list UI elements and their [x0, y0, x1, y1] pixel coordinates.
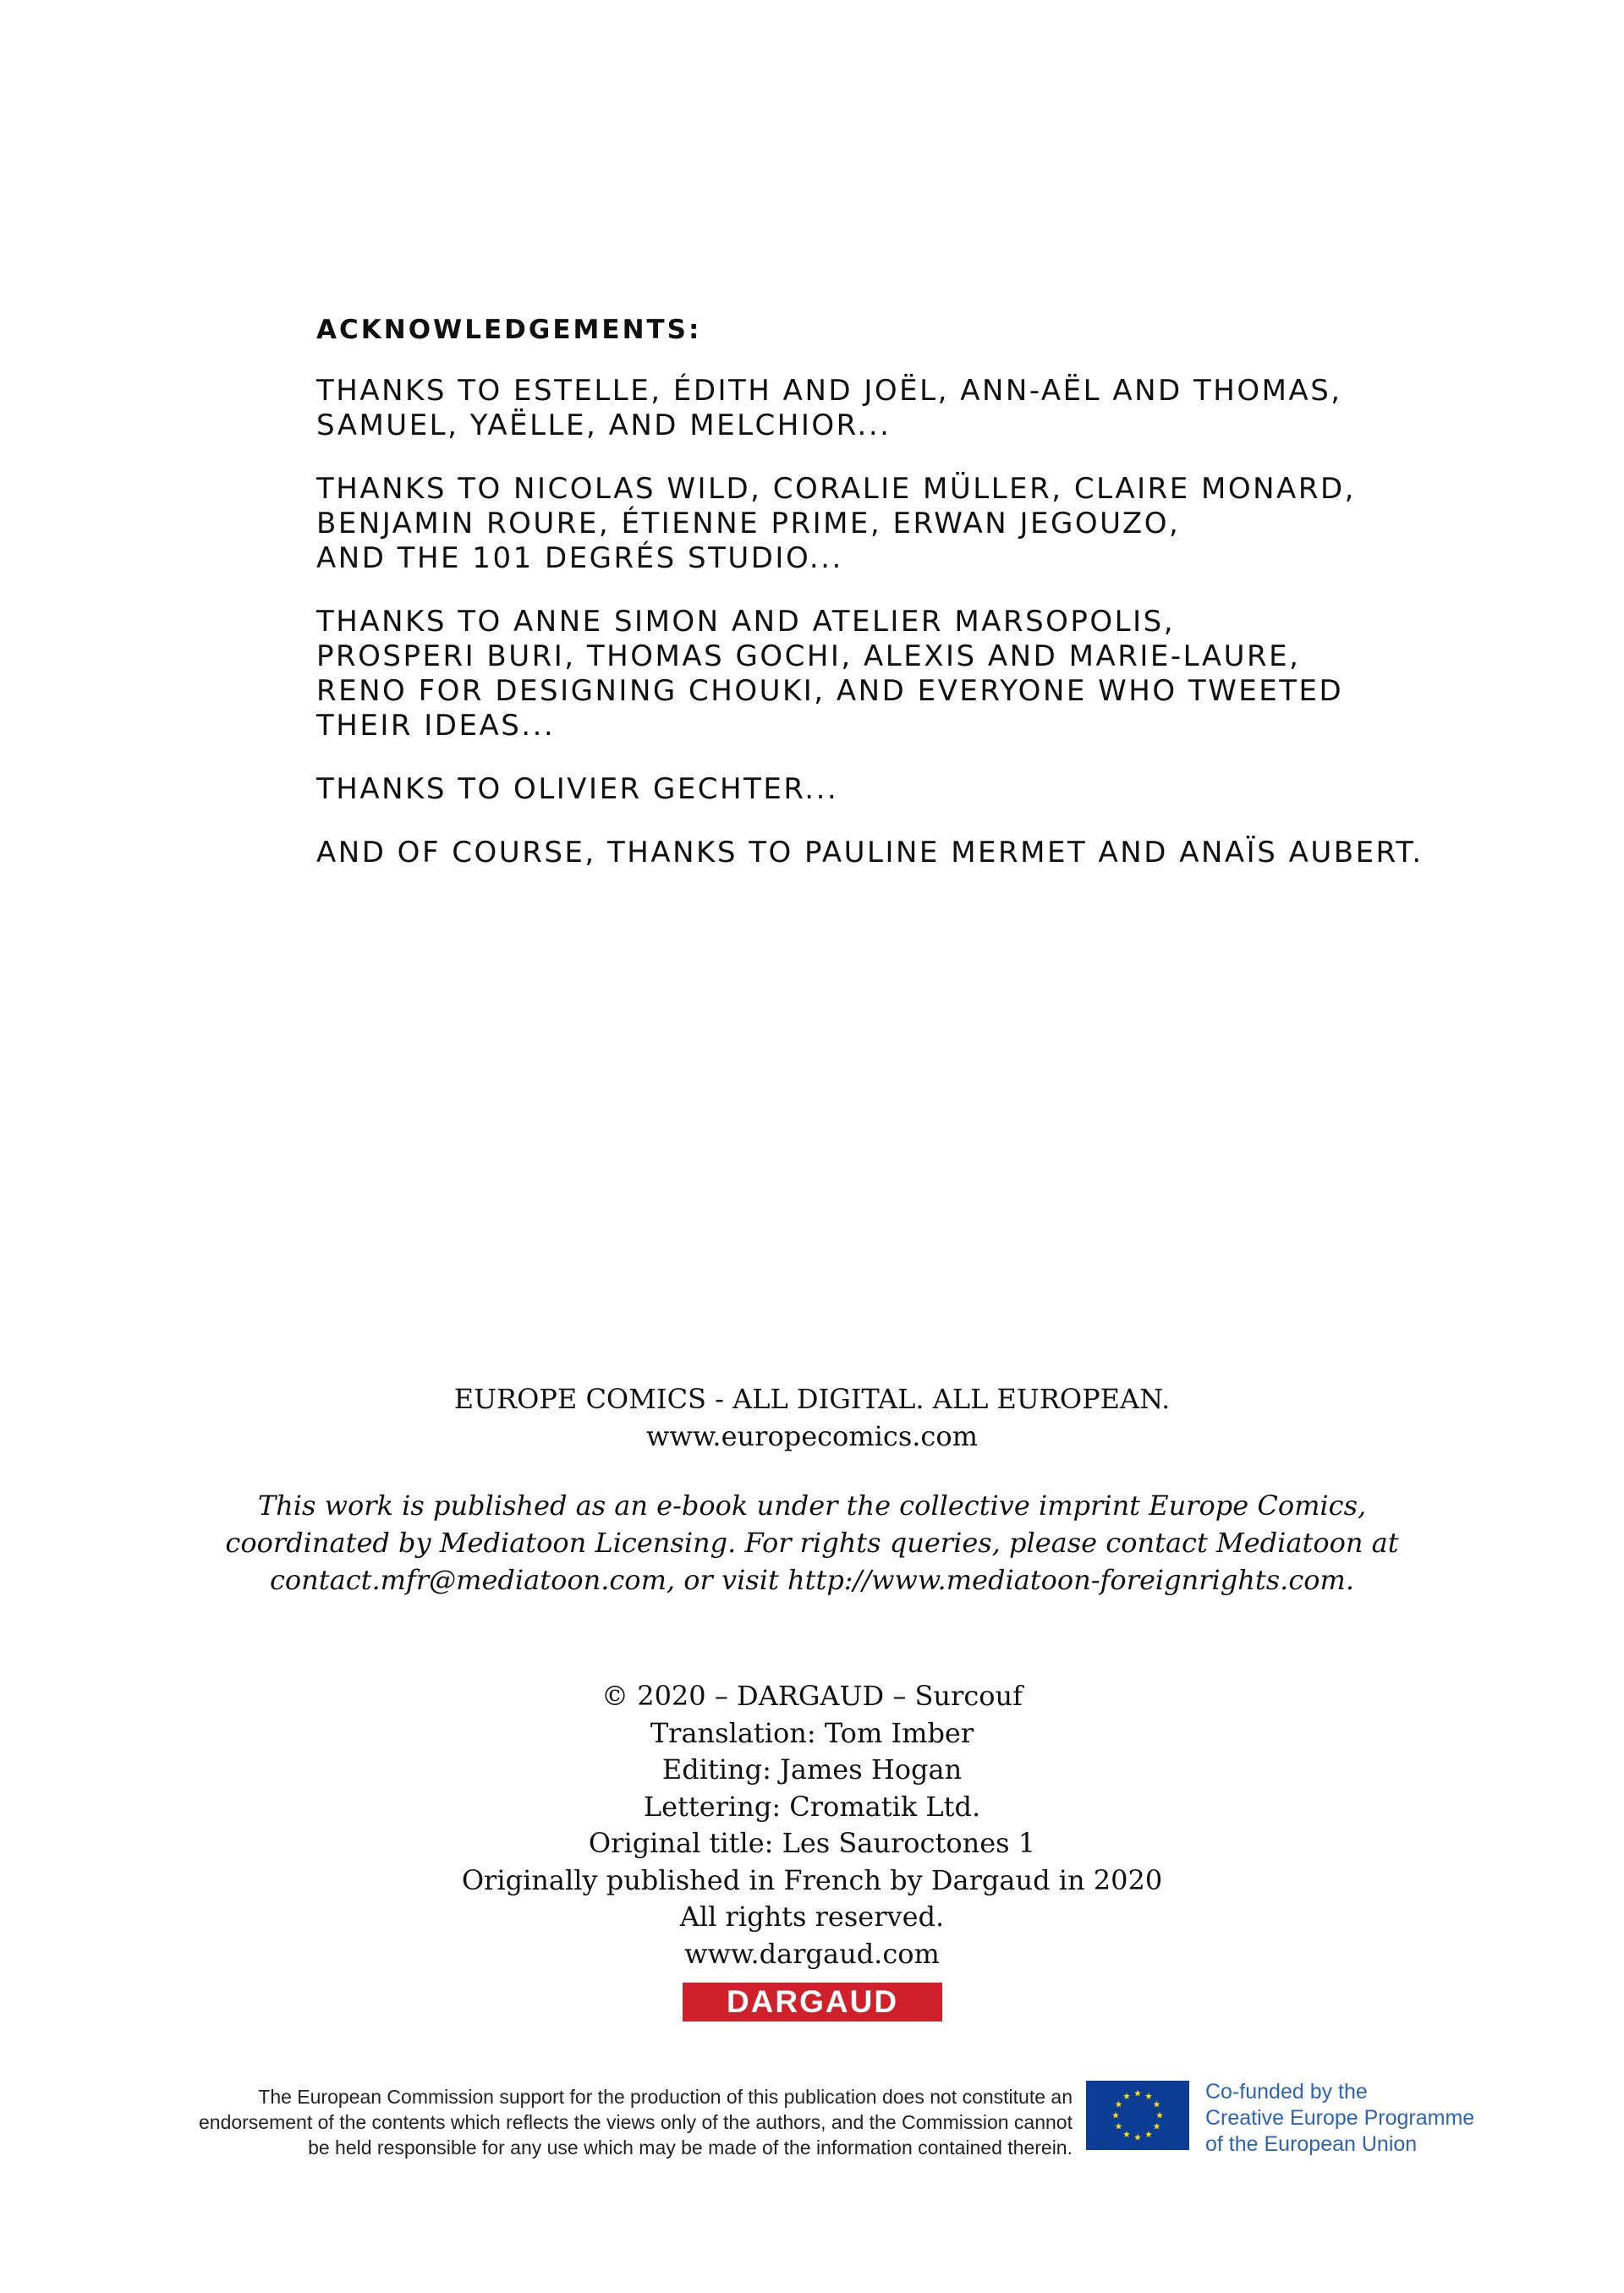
rights-reserved: All rights reserved. — [679, 1901, 945, 1933]
ack-line: THEIR IDEAS... — [316, 709, 556, 743]
ack-line: THANKS TO NICOLAS WILD, CORALIE MÜLLER, CLAIRE MONARD, — [316, 472, 1356, 506]
europe-comics-url[interactable]: www.europecomics.com — [646, 1420, 978, 1452]
notice-line: This work is published as an e-book under the collective imprint Europe Comics, — [257, 1489, 1367, 1522]
original-publication: Originally published in French by Dargaud in 2020 — [461, 1863, 1163, 1896]
eu-flag-icon — [1086, 2081, 1189, 2150]
eu-star-icon — [1145, 2131, 1152, 2137]
eu-star-icon — [1156, 2112, 1163, 2119]
dargaud-url[interactable]: www.dargaud.com — [684, 1937, 940, 1970]
eu-star-icon — [1115, 2101, 1122, 2108]
ack-paragraph-5 — [316, 836, 1501, 870]
acknowledgements-section — [316, 315, 1501, 899]
disclaimer-line: be held responsible for any use which may be made of the information contained therein. — [308, 2137, 1073, 2159]
cofunded-line: Co-funded by the — [1205, 2080, 1368, 2104]
eu-stars-icon — [1086, 2081, 1189, 2150]
ack-line: BENJAMIN ROURE, ÉTIENNE PRIME, ERWAN JEGOUZO, — [316, 507, 1181, 540]
lettering-credit: Lettering: Cromatik Ltd. — [643, 1790, 981, 1823]
disclaimer-line: The European Commission support for the production of this publication does not constitute an — [258, 2086, 1073, 2108]
editing-credit: Editing: James Hogan — [661, 1753, 963, 1786]
cofunded-label — [1205, 2079, 1474, 2158]
europe-comics-tagline: EUROPE COMICS - ALL DIGITAL. ALL EUROPEAN. — [453, 1383, 1171, 1415]
eu-star-icon — [1134, 2090, 1141, 2097]
ack-paragraph-4 — [316, 772, 1501, 807]
ack-line: AND OF COURSE, THANKS TO PAULINE MERMET AND ANAÏS AUBERT. — [316, 836, 1424, 869]
eu-star-icon — [1115, 2123, 1122, 2130]
publication-notice — [0, 1487, 1624, 1599]
ack-paragraph-2 — [316, 472, 1501, 576]
ack-line: AND THE 101 DEGRÉS STUDIO... — [316, 541, 843, 575]
ack-line: THANKS TO ANNE SIMON AND ATELIER MARSOPOLIS, — [316, 605, 1176, 639]
eu-star-icon — [1112, 2112, 1119, 2119]
dargaud-logo: DARGAUD — [683, 1983, 942, 2021]
eu-star-icon — [1123, 2131, 1130, 2137]
ack-line: THANKS TO ESTELLE, ÉDITH AND JOËL, ANN-AËL AND THOMAS, — [316, 374, 1342, 408]
eu-star-icon — [1134, 2134, 1141, 2141]
ack-line: THANKS TO OLIVIER GECHTER... — [316, 772, 839, 806]
cofunded-line: Creative Europe Programme — [1205, 2106, 1475, 2130]
ack-line: SAMUEL, YAËLLE, AND MELCHIOR... — [316, 409, 892, 442]
credits-block — [0, 1678, 1624, 1972]
copyright-line: © 2020 – DARGAUD – Surcouf — [601, 1680, 1023, 1712]
notice-line: coordinated by Mediatoon Licensing. For rights queries, please contact Mediatoon at — [225, 1527, 1399, 1559]
eu-star-icon — [1154, 2101, 1160, 2108]
ack-line: PROSPERI BURI, THOMAS GOCHI, ALEXIS AND MARIE-LAURE, — [316, 639, 1301, 673]
cofunded-line: of the European Union — [1205, 2132, 1418, 2156]
disclaimer-line: endorsement of the contents which reflects the views only of the authors, and the Commission cannot — [198, 2111, 1073, 2133]
ack-paragraph-3 — [316, 605, 1501, 743]
notice-line: contact.mfr@mediatoon.com, or visit http://www.mediatoon-foreignrights.com. — [269, 1564, 1355, 1596]
ack-line: RENO FOR DESIGNING CHOUKI, AND EVERYONE WHO TWEETED — [316, 674, 1344, 708]
eu-star-icon — [1154, 2123, 1160, 2130]
translation-credit: Translation: Tom Imber — [650, 1716, 974, 1749]
ec-disclaimer — [100, 2084, 1073, 2160]
original-title: Original title: Les Sauroctones 1 — [588, 1827, 1036, 1859]
eu-star-icon — [1123, 2093, 1130, 2099]
acknowledgements-title: ACKNOWLEDGEMENTS: — [316, 315, 702, 345]
ack-paragraph-1 — [316, 374, 1501, 443]
europe-comics-header — [0, 1380, 1624, 1455]
eu-star-icon — [1145, 2093, 1152, 2099]
